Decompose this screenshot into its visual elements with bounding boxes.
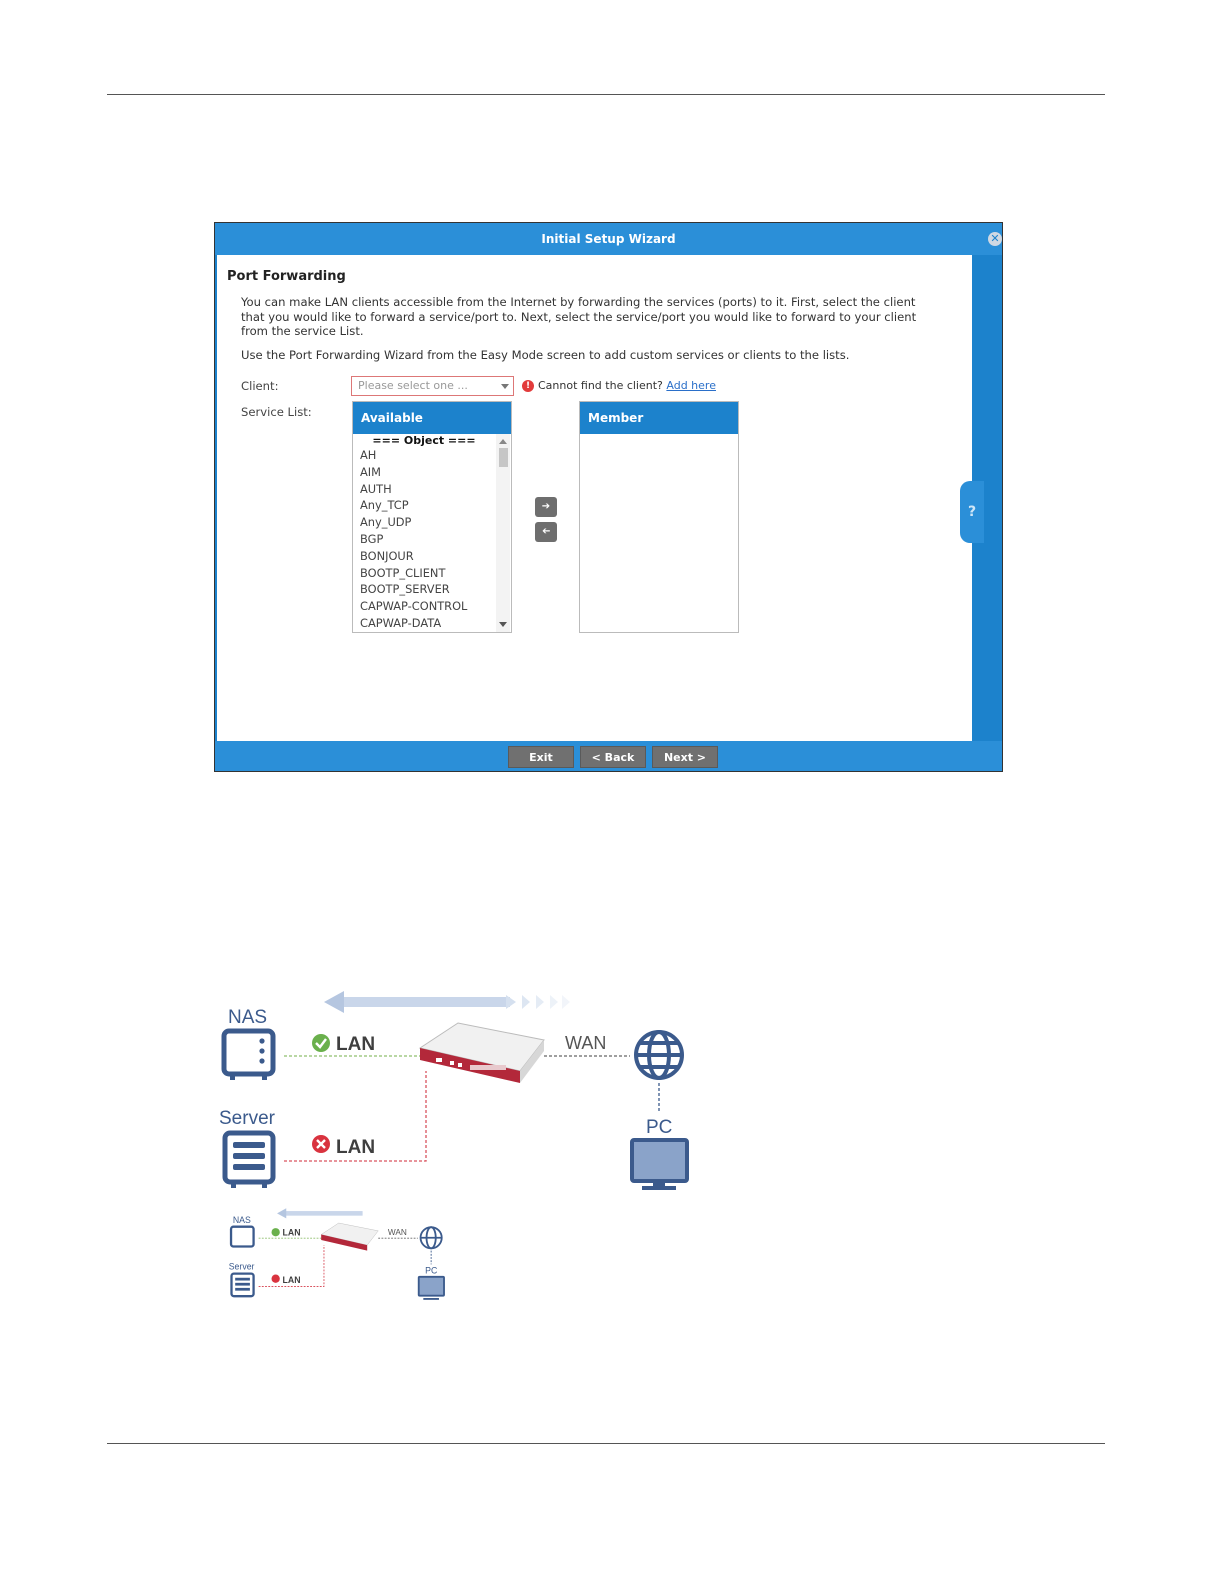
scroll-down-icon[interactable] <box>499 622 507 627</box>
lan-blocked-label: LAN <box>336 1137 376 1158</box>
footer-rule <box>107 1443 1105 1444</box>
wizard-footer <box>215 741 1002 771</box>
nas-icon-small <box>231 1227 254 1247</box>
lan-allowed-label: LAN <box>336 1034 376 1055</box>
exit-button[interactable]: Exit <box>508 746 574 768</box>
available-items <box>353 434 495 632</box>
check-icon <box>312 1034 330 1052</box>
server-icon <box>225 1133 273 1188</box>
warning-text: Cannot find the client? <box>538 379 663 392</box>
service-list-item[interactable]: AIM <box>360 464 381 479</box>
section-title: Port Forwarding <box>227 269 346 284</box>
port-forwarding-diagram <box>200 985 700 1200</box>
warning-icon: ! <box>522 380 534 392</box>
initial-setup-wizard-window <box>214 222 1003 772</box>
arrow-right-icon: ➔ <box>541 501 551 512</box>
globe-icon-small <box>421 1227 442 1248</box>
available-list[interactable] <box>352 401 512 633</box>
blocked-icon-small <box>272 1275 280 1283</box>
wizard-content <box>217 255 972 743</box>
description-text: You can make LAN clients accessible from the Internet by forwarding the services (ports) to it. First, select the client that you would like to forward a service/port to. Next, select the service/port you would like to forward to your client from the service List. <box>241 295 917 338</box>
pc-label-small: PC <box>425 1265 438 1276</box>
warning-message <box>538 379 716 392</box>
nas-label-small: NAS <box>232 1215 251 1226</box>
blocked-icon <box>312 1135 330 1153</box>
description-hint: Use the Port Forwarding Wizard from the Easy Mode screen to add custom services or clients to the lists. <box>241 348 850 362</box>
service-list-item[interactable]: BGP <box>360 531 384 546</box>
wan-label: WAN <box>565 1033 607 1053</box>
service-list-item[interactable]: Any_TCP <box>360 498 409 513</box>
server-icon-small <box>232 1274 254 1297</box>
nas-label: NAS <box>228 1007 268 1028</box>
available-header: Available <box>353 402 511 434</box>
member-list[interactable] <box>579 401 739 633</box>
move-right-button[interactable] <box>535 497 557 517</box>
member-header: Member <box>580 402 738 434</box>
header-rule <box>107 94 1105 95</box>
wan-label-small: WAN <box>387 1227 407 1237</box>
scroll-up-icon[interactable] <box>499 439 507 444</box>
move-left-button[interactable] <box>535 522 557 542</box>
server-label: Server <box>219 1108 275 1129</box>
nas-icon <box>224 1031 273 1080</box>
monitor-icon <box>632 1140 687 1190</box>
scroll-thumb[interactable] <box>499 448 508 467</box>
service-list-item[interactable]: CAPWAP-DATA <box>360 615 442 630</box>
next-button[interactable]: Next > <box>652 746 718 768</box>
service-list-item[interactable]: CAPWAP-CONTROL <box>360 599 468 614</box>
service-list-item[interactable]: AH <box>360 448 377 462</box>
router-icon <box>420 1023 544 1083</box>
service-list-label: Service List: <box>241 405 312 419</box>
service-list-item[interactable]: Any_UDP <box>360 515 412 530</box>
help-icon: ? <box>967 504 977 520</box>
service-list-item[interactable]: BOOTP_CLIENT <box>360 565 446 580</box>
list-group-header: === Object === <box>372 434 476 447</box>
monitor-icon-small <box>419 1277 444 1300</box>
client-select[interactable] <box>351 376 514 396</box>
pc-label: PC <box>646 1117 673 1138</box>
wizard-title: Initial Setup Wizard <box>215 223 1002 255</box>
available-scrollbar[interactable] <box>496 434 510 632</box>
lan-allowed-label-small: LAN <box>282 1227 301 1238</box>
service-list-item[interactable]: BOOTP_SERVER <box>360 582 450 597</box>
back-button[interactable]: < Back <box>580 746 646 768</box>
service-list-item[interactable]: AUTH <box>360 481 392 496</box>
lan-blocked-label-small: LAN <box>282 1274 301 1285</box>
check-icon-small <box>272 1228 280 1236</box>
add-client-link[interactable]: Add here <box>666 379 716 392</box>
close-icon[interactable]: ✕ <box>988 232 1002 246</box>
router-icon-small <box>321 1223 378 1251</box>
server-label-small: Server <box>228 1261 255 1272</box>
chevron-down-icon <box>501 384 509 389</box>
arrow-left-icon: ➔ <box>541 526 551 537</box>
globe-icon <box>636 1032 682 1078</box>
service-list-item[interactable]: BONJOUR <box>360 548 414 563</box>
client-select-placeholder: Please select one ... <box>358 379 468 392</box>
help-tab[interactable] <box>960 481 984 543</box>
direction-arrow <box>324 991 570 1013</box>
client-label: Client: <box>241 379 279 393</box>
port-forwarding-diagram-thumbnail <box>220 1205 450 1305</box>
